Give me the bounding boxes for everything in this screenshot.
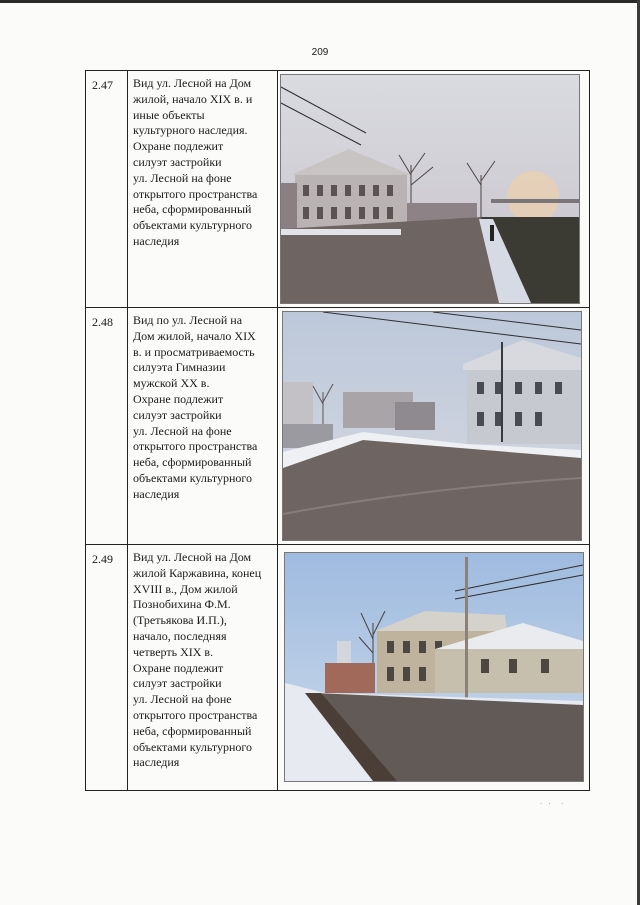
row-description (128, 71, 278, 308)
row-number: 2.47 (86, 71, 128, 308)
desc-line: ул. Лесной на фоне (133, 692, 232, 707)
row-description (128, 308, 278, 545)
desc-line: жилой, начало XIX в. и (133, 91, 253, 106)
desc-line: силуэт застройки (133, 154, 222, 169)
table-row-2-48 (86, 308, 590, 545)
desc-line: объектами культурного (133, 739, 253, 754)
desc-line: неба, сформированный (133, 202, 252, 217)
photo-cell (278, 308, 590, 545)
desc-line: Охране подлежит (133, 391, 224, 406)
row-number: 2.49 (86, 545, 128, 791)
scan-artifact: · · · (540, 800, 566, 808)
desc-line: Вид ул. Лесной на Дом (133, 550, 252, 564)
desc-line: Дом жилой, начало XIX (133, 328, 256, 343)
heritage-views-table (85, 70, 590, 791)
desc-line: объектами культурного (133, 218, 253, 233)
desc-line: жилой Каржавина, конец (133, 565, 262, 580)
desc-line: четверть XIX в. (133, 644, 214, 659)
desc-line: силуэт застройки (133, 676, 222, 691)
desc-line: открытого пространства (133, 439, 258, 454)
desc-line: силуэта Гимназии (133, 360, 226, 375)
desc-line: (Третьякова И.П.), (133, 613, 227, 628)
desc-line: в. и просматриваемость (133, 344, 255, 359)
desc-line: иные объекты (133, 107, 205, 122)
row-number: 2.48 (86, 308, 128, 545)
desc-line: Познобихина Ф.М. (133, 597, 231, 612)
desc-line: силуэт застройки (133, 407, 222, 422)
desc-line: Охране подлежит (133, 139, 224, 154)
desc-line: открытого пространства (133, 707, 258, 722)
street-photo (282, 311, 582, 541)
desc-line: неба, сформированный (133, 455, 252, 470)
desc-line: открытого пространства (133, 186, 258, 201)
photo-cell (278, 71, 590, 308)
desc-line: наследия (133, 233, 180, 248)
desc-line: объектами культурного (133, 470, 253, 485)
table-row-2-49 (86, 545, 590, 791)
desc-line: начало, последняя (133, 628, 227, 643)
desc-line: Вид ул. Лесной на Дом (133, 76, 252, 90)
desc-line: ул. Лесной на фоне (133, 170, 232, 185)
desc-line: неба, сформированный (133, 723, 252, 738)
desc-line: мужской XX в. (133, 376, 210, 391)
desc-line: наследия (133, 486, 180, 501)
desc-line: наследия (133, 755, 180, 770)
street-photo (284, 552, 584, 782)
street-photo (280, 74, 580, 304)
desc-line: XVIII в., Дом жилой (133, 581, 238, 596)
desc-line: ул. Лесной на фоне (133, 423, 232, 438)
photo-cell (278, 545, 590, 791)
page-number: 209 (311, 47, 329, 58)
desc-line: Вид по ул. Лесной на (133, 313, 243, 327)
desc-line: Охране подлежит (133, 660, 224, 675)
table-row-2-47 (86, 71, 590, 308)
row-description (128, 545, 278, 791)
scan-edge-top (0, 0, 640, 3)
desc-line: культурного наследия. (133, 123, 248, 138)
